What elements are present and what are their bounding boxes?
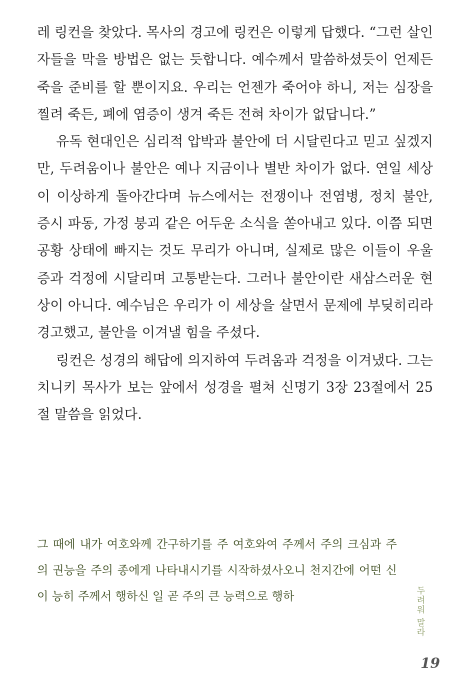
main-text-block (37, 20, 433, 429)
scripture-quote: 그 때에 내가 여호와께 간구하기를 주 여호와여 주께서 주의 크심과 주의 권능을 주의 종에게 나타내시기를 시작하셨사오니 천지간에 어떤 신이 능히 주께서 행하신 일 곧 주의 큰 능력으로 행하 (37, 537, 397, 604)
paragraph-modern-anxiety: 유독 현대인은 심리적 압박과 불안에 더 시달린다고 믿고 싶겠지만, 두려움이나 불안은 예나 지금이나 별반 차이가 없다. 연일 세상이 이상하게 돌아간다며 뉴스에서는 전쟁이나 전염병, 정치 불안, 증시 파동, 가정 붕괴 같은 어두운 소식을 쏟아내고 있다. 이쯤 되면 공황 상태에 빠지는 것도 무리가 아니며, 실제로 많은 이들이 우울증과 걱정에 시달리며 고통받는다. 그러나 불안이란 새삼스러운 현상이 아니다. 예수님은 우리가 이 세상을 살면서 문제에 부딪히리라 경고했고, 불안을 이겨낼 힘을 주셨다. (37, 134, 433, 342)
running-title: 두려워 말라 (415, 586, 425, 638)
page-number: 19 (420, 656, 440, 672)
paragraph-lincoln-scripture: 링컨은 성경의 해답에 의지하여 두려움과 걱정을 이겨냈다. 그는 치니키 목사가 보는 앞에서 성경을 펼쳐 신명기 3장 23절에서 25절 말씀을 읽었다. (37, 352, 433, 424)
paragraph-lincoln-reply: 레 링컨을 찾았다. 목사의 경고에 링컨은 이렇게 답했다. “그런 살인자들을 막을 방법은 없는 듯합니다. 예수께서 말씀하셨듯이 언제든 죽을 준비를 할 뿐이지요. 우리는 언젠가 죽어야 하니, 저는 심장을 찔려 죽든, 폐에 염증이 생겨 죽든 전혀 차이가 없답니다.” (37, 25, 433, 123)
